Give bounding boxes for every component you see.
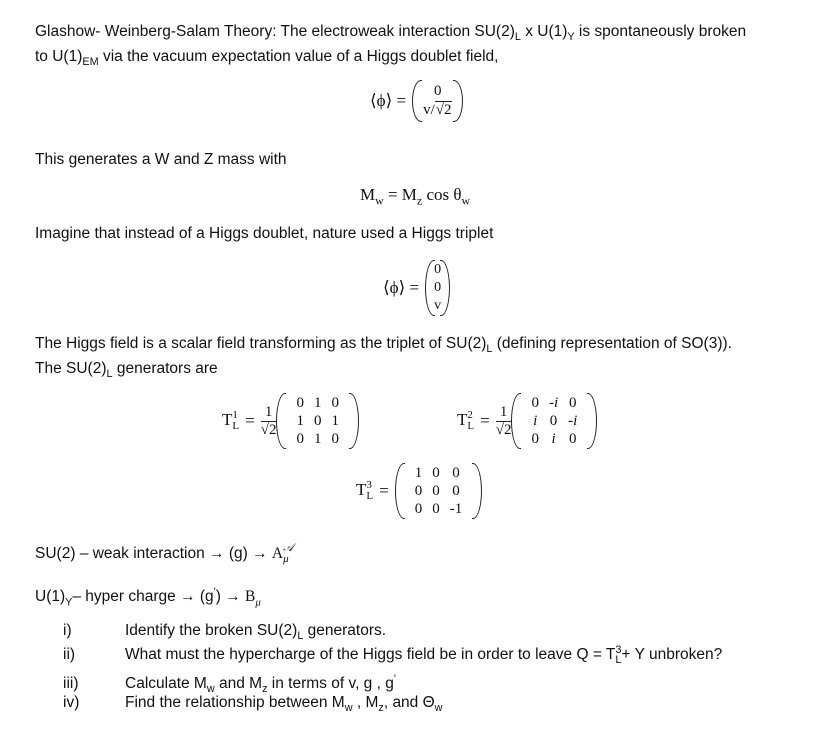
vev-triplet-equation xyxy=(383,260,450,316)
t3-label: T 3 L xyxy=(356,479,374,503)
matrix-row: 0 i 0 xyxy=(531,431,577,447)
triplet-entry: 0 xyxy=(434,262,442,277)
t3-matrix xyxy=(395,463,483,519)
question-item xyxy=(63,691,443,720)
triplet-vector xyxy=(425,260,450,316)
mass-intro-text: This generates a W and Z mass with xyxy=(35,151,287,168)
triplet-entry: v xyxy=(434,298,442,313)
t1-prefactor: $\frac{1}{√2}$ xyxy=(260,403,277,438)
vev-triplet-lhs: ⟨ϕ⟩ = xyxy=(383,278,420,297)
question-number: i) xyxy=(63,622,72,639)
matrix-row: 0 0 0 xyxy=(414,483,460,499)
matrix-row: 0 1 0 xyxy=(296,395,339,411)
triplet-intro-text: Imagine that instead of a Higgs doublet, nature used a Higgs triplet xyxy=(35,225,494,242)
doublet-bottom: v/√2 xyxy=(423,102,452,118)
t2-label: T 2 L xyxy=(457,409,475,433)
matrix-row: i 0 -i xyxy=(533,413,578,429)
intro-line-2: to $U(1)_{EM}$ via the vacuum expectation value of a Higgs doublet field, xyxy=(35,48,499,69)
t1-matrix xyxy=(276,393,359,449)
vev-lhs: ⟨ϕ⟩ = xyxy=(370,91,407,110)
higgs-field-line-1: The Higgs field is a scalar field transforming as the triplet of $SU(2)_L$ (defining representation of SO(3)). xyxy=(35,335,732,356)
doublet-top: 0 xyxy=(434,83,442,99)
t2-matrix xyxy=(511,393,597,449)
question-number: iii) xyxy=(63,675,79,693)
matrix-row: 0 0 -1 xyxy=(414,501,463,517)
question-text: What must the hypercharge of the Higgs field be in order to leave Q = T 3 L + Y unbroken? xyxy=(125,643,723,666)
matrix-row: 1 0 0 xyxy=(414,465,460,481)
question-number: ii) xyxy=(63,646,76,663)
vev-doublet-equation xyxy=(370,80,463,122)
matrix-row: 0 -i 0 xyxy=(531,395,577,411)
hyper-charge-line: $U(1)_Y-$ hyper charge → $(g') \to B_\mu$ xyxy=(35,586,261,609)
generator-t1: T 1 L = $\frac{1}{√2}$ 0 1 0 1 0 1 0 1 0 xyxy=(222,393,359,449)
intro-line-1: Glashow- Weinberg-Salam Theory: The electroweak interaction $SU(2)_L$ x $U(1)_Y$ is spontaneously broken xyxy=(35,23,747,44)
triplet-entry: 0 xyxy=(434,280,442,295)
question-text: Calculate $M_w$ and $M_z$ in terms of v, g , g' xyxy=(125,673,396,696)
doublet-vector xyxy=(412,80,463,122)
t2-prefactor: $\frac{1}{√2}$ xyxy=(495,403,512,438)
matrix-row: 1 0 1 xyxy=(296,413,339,429)
generator-t3: T 3 L = 1 0 0 0 0 0 0 0 -1 xyxy=(356,463,482,519)
t1-label: T 1 L xyxy=(222,409,240,433)
question-item xyxy=(63,643,722,667)
question-text: Identify the broken $SU(2)_L$ generators. xyxy=(125,622,387,643)
higgs-field-line-2: The $SU(2)_L$ generators are xyxy=(35,360,218,381)
generator-t2: T 2 L = $\frac{1}{√2}$ 0 -i 0 i 0 -i 0 i 0 xyxy=(457,393,597,449)
mass-equation: $M_w = M_z$ $\cos \theta_w$ xyxy=(360,185,471,208)
matrix-row: 0 1 0 xyxy=(296,431,339,447)
question-text: Find the relationship between $M_w$ , $M_z$, and $\Theta_w$ xyxy=(125,694,443,715)
question-number: iv) xyxy=(63,694,80,711)
weak-interaction-line: SU(2) – weak interaction → (g) → A 𝒜 μ xyxy=(35,541,294,565)
